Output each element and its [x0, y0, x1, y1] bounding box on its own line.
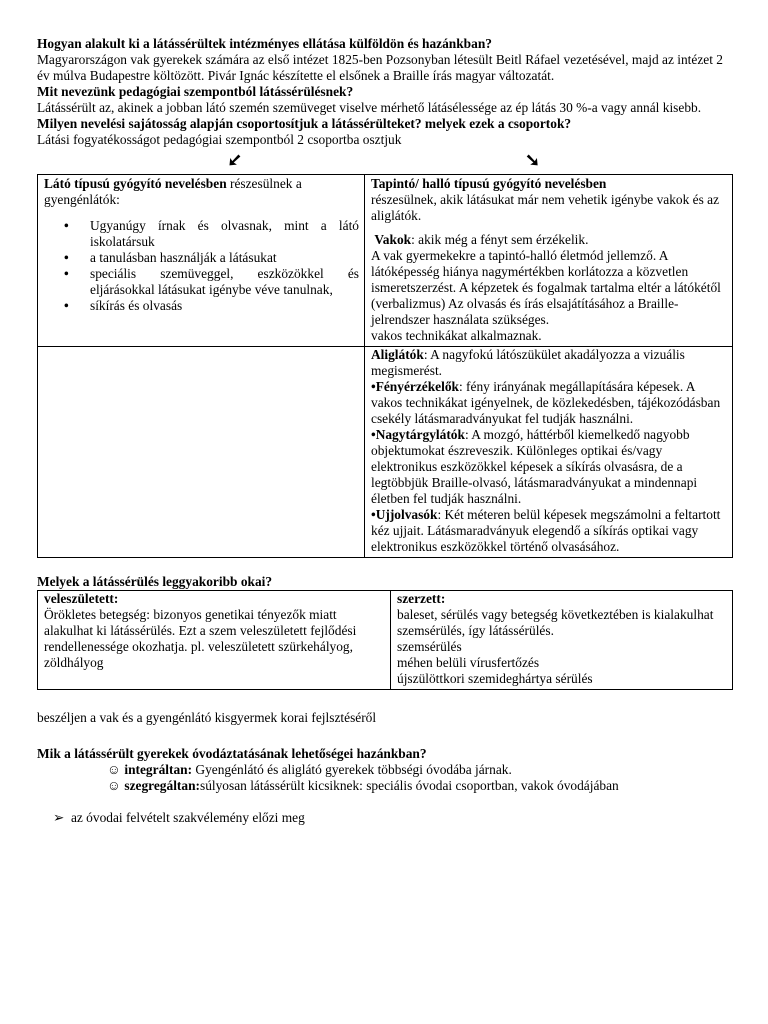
item-text: az óvodai felvételt szakvélemény előzi meg [70, 810, 305, 825]
table-row [38, 175, 733, 347]
question-heading: Milyen nevelési sajátosság alapján csoportosítjuk a látássérülteket? melyek ezek a csoportok? [37, 116, 572, 131]
arrow-down-right-icon: ➘ [525, 150, 541, 170]
document-page [37, 36, 733, 826]
cell-text [371, 379, 727, 427]
list-item: • speciális szemüveggel, eszközökkel és eljárásokkal látásukat igénybe véve tanulnak, [90, 266, 359, 298]
table-cell-right [365, 175, 733, 347]
answer-text: Látási fogyatékosságot pedagógiai szempontból 2 csoportba osztjuk [37, 132, 402, 147]
arrow-down-left-icon: ➘ [227, 150, 243, 170]
table-row [38, 347, 733, 558]
cell-title-rest: részesülnek a gyengénlátók: [44, 176, 302, 207]
cell-title: szerzett: [397, 591, 446, 606]
question-heading: Hogyan alakult ki a látássérültek intézményes ellátása külföldön és hazánkban? [37, 36, 492, 51]
cell-text: méhen belüli vírusfertőzés [397, 655, 540, 670]
body-text: beszéljen a vak és a gyengénlátó kisgyermek korai fejlsztéséről [37, 710, 377, 725]
cell-heading [44, 175, 359, 208]
term-text: : A nagyfokú látószükület akadályozza a vizuális megismerést. [371, 347, 685, 378]
table-cell-left [38, 591, 391, 690]
list-item: • síkírás és olvasás [90, 298, 359, 314]
term-text: : A mozgó, háttérből kiemelkedő nagyobb objektumokat észreveszik. Különleges optikai és/vagy elektronikus eszközökkel képesek a síkírás olvasásra, de a legtöbbjük Braille-olvasó, látásmaradványukat a mindennapi életben fel tudják használni. [371, 427, 698, 506]
cell-text: újszülöttkori szemideghártya sérülés [397, 671, 593, 686]
table-cell-right [365, 347, 733, 558]
bullet-list [44, 218, 359, 314]
question-heading: Melyek a látássérülés leggyakoribb okai? [37, 574, 273, 589]
term-label: Vakok [374, 232, 412, 247]
causes-table [37, 590, 733, 690]
table-cell-right [391, 591, 733, 690]
term-text: : fény irányának megállapítására képesek. A vakos technikákat igényelnek, de közlekedésben, tájékozódásban csekély látásmaradványukat fel tudják használni. [371, 379, 721, 426]
answer-text: Látássérült az, akinek a jobban látó szemén szemüveget viselve mérhető látásélessége az ép látás 30 %-a vagy annál kisebb. [37, 100, 702, 115]
pointer-arrow-icon: ➢ [53, 810, 65, 825]
cell-text: szemsérülés [397, 639, 462, 654]
item-text: súlyosan látássérült kicsiknek: speciális óvodai csoportban, vakok óvodájában [199, 778, 619, 793]
list-item [37, 810, 733, 826]
arrows-row [37, 150, 733, 174]
cell-text [371, 347, 727, 379]
cell-title: veleszületett: [44, 591, 119, 606]
cell-text: Örökletes betegség: bizonyos genetikai tényezők miatt alakulhat ki látássérülés. Ezt a szem veleszületett fejlődési rendellenessége okozhatja. pl. veleszületett szürkehályog, zöldhályog [44, 607, 357, 670]
question-heading: Mit nevezünk pedagógiai szempontból látássérülésnek? [37, 84, 354, 99]
answer-text: Magyarországon vak gyerekek számára az első intézet 1825-ben Pozsonyban létesült Beitl Ráfael vezetésével, majd az intézet 2 év múlva Budapestre költözött. Pivár Ignác készítette el elsőnek a Braille írás magyar változatát. [37, 52, 723, 83]
cell-text [371, 427, 727, 507]
smiley-icon: ☺ [107, 778, 121, 793]
list-item: • Ugyanúgy írnak és olvasnak, mint a látó iskolatársuk [90, 218, 359, 250]
cell-text: részesülnek, akik látásukat már nem vehetik igénybe vakok és az aliglátók. [371, 192, 720, 223]
cell-title: Látó típusú gyógyító nevelésben [44, 176, 227, 191]
item-label: integráltan: [124, 762, 193, 777]
term-label: •Nagytárgylátók [371, 427, 465, 442]
cell-text: vakos technikákat alkalmaznak. [371, 328, 542, 343]
term-label: Aliglátók [371, 347, 424, 362]
cell-text [371, 232, 727, 248]
cell-text [371, 507, 727, 555]
groups-table [37, 174, 733, 558]
smiley-icon: ☺ [107, 762, 121, 777]
list-item: • a tanulásban használják a látásukat [90, 250, 359, 266]
cell-title: Tapintó/ halló típusú gyógyító nevelésben [371, 176, 607, 191]
item-text: Gyengénlátó és aliglátó gyerekek többségi óvodába járnak. [192, 762, 512, 777]
list-item [37, 762, 733, 778]
term-text: : akik még a fényt sem érzékelik. [411, 232, 589, 247]
table-cell-left-empty [38, 347, 365, 558]
item-label: szegregáltan: [124, 778, 200, 793]
cell-text: A vak gyermekekre a tapintó-halló életmód jellemző. A látóképesség hiánya nagymértékben korlátozza a közvetlen ismeretszerzést. A képzetek és fogalmak tartalma eltér a látókétől (verbalizmus) Az olvasás és írás elsajátításához a Braille-jelrendszer használata szükséges. [371, 248, 721, 327]
table-cell-left [38, 175, 365, 347]
term-label: •Ujjolvasók [371, 507, 438, 522]
table-row [38, 591, 733, 690]
list-item [37, 778, 733, 794]
term-label: •Fényérzékelők [371, 379, 459, 394]
term-text: : Két méteren belül képesek megszámolni a feltartott kéz ujjait. Látásmaradványuk elegendő a síkírás optikai vagy elektronikus eszközökkel történő olvasásához. [371, 507, 721, 554]
question-heading: Mik a látássérült gyerekek óvodáztatásának lehetőségei hazánkban? [37, 746, 427, 761]
cell-text: baleset, sérülés vagy betegség következtében is kialakulhat szemsérülés, így látássérülés. [397, 607, 714, 638]
